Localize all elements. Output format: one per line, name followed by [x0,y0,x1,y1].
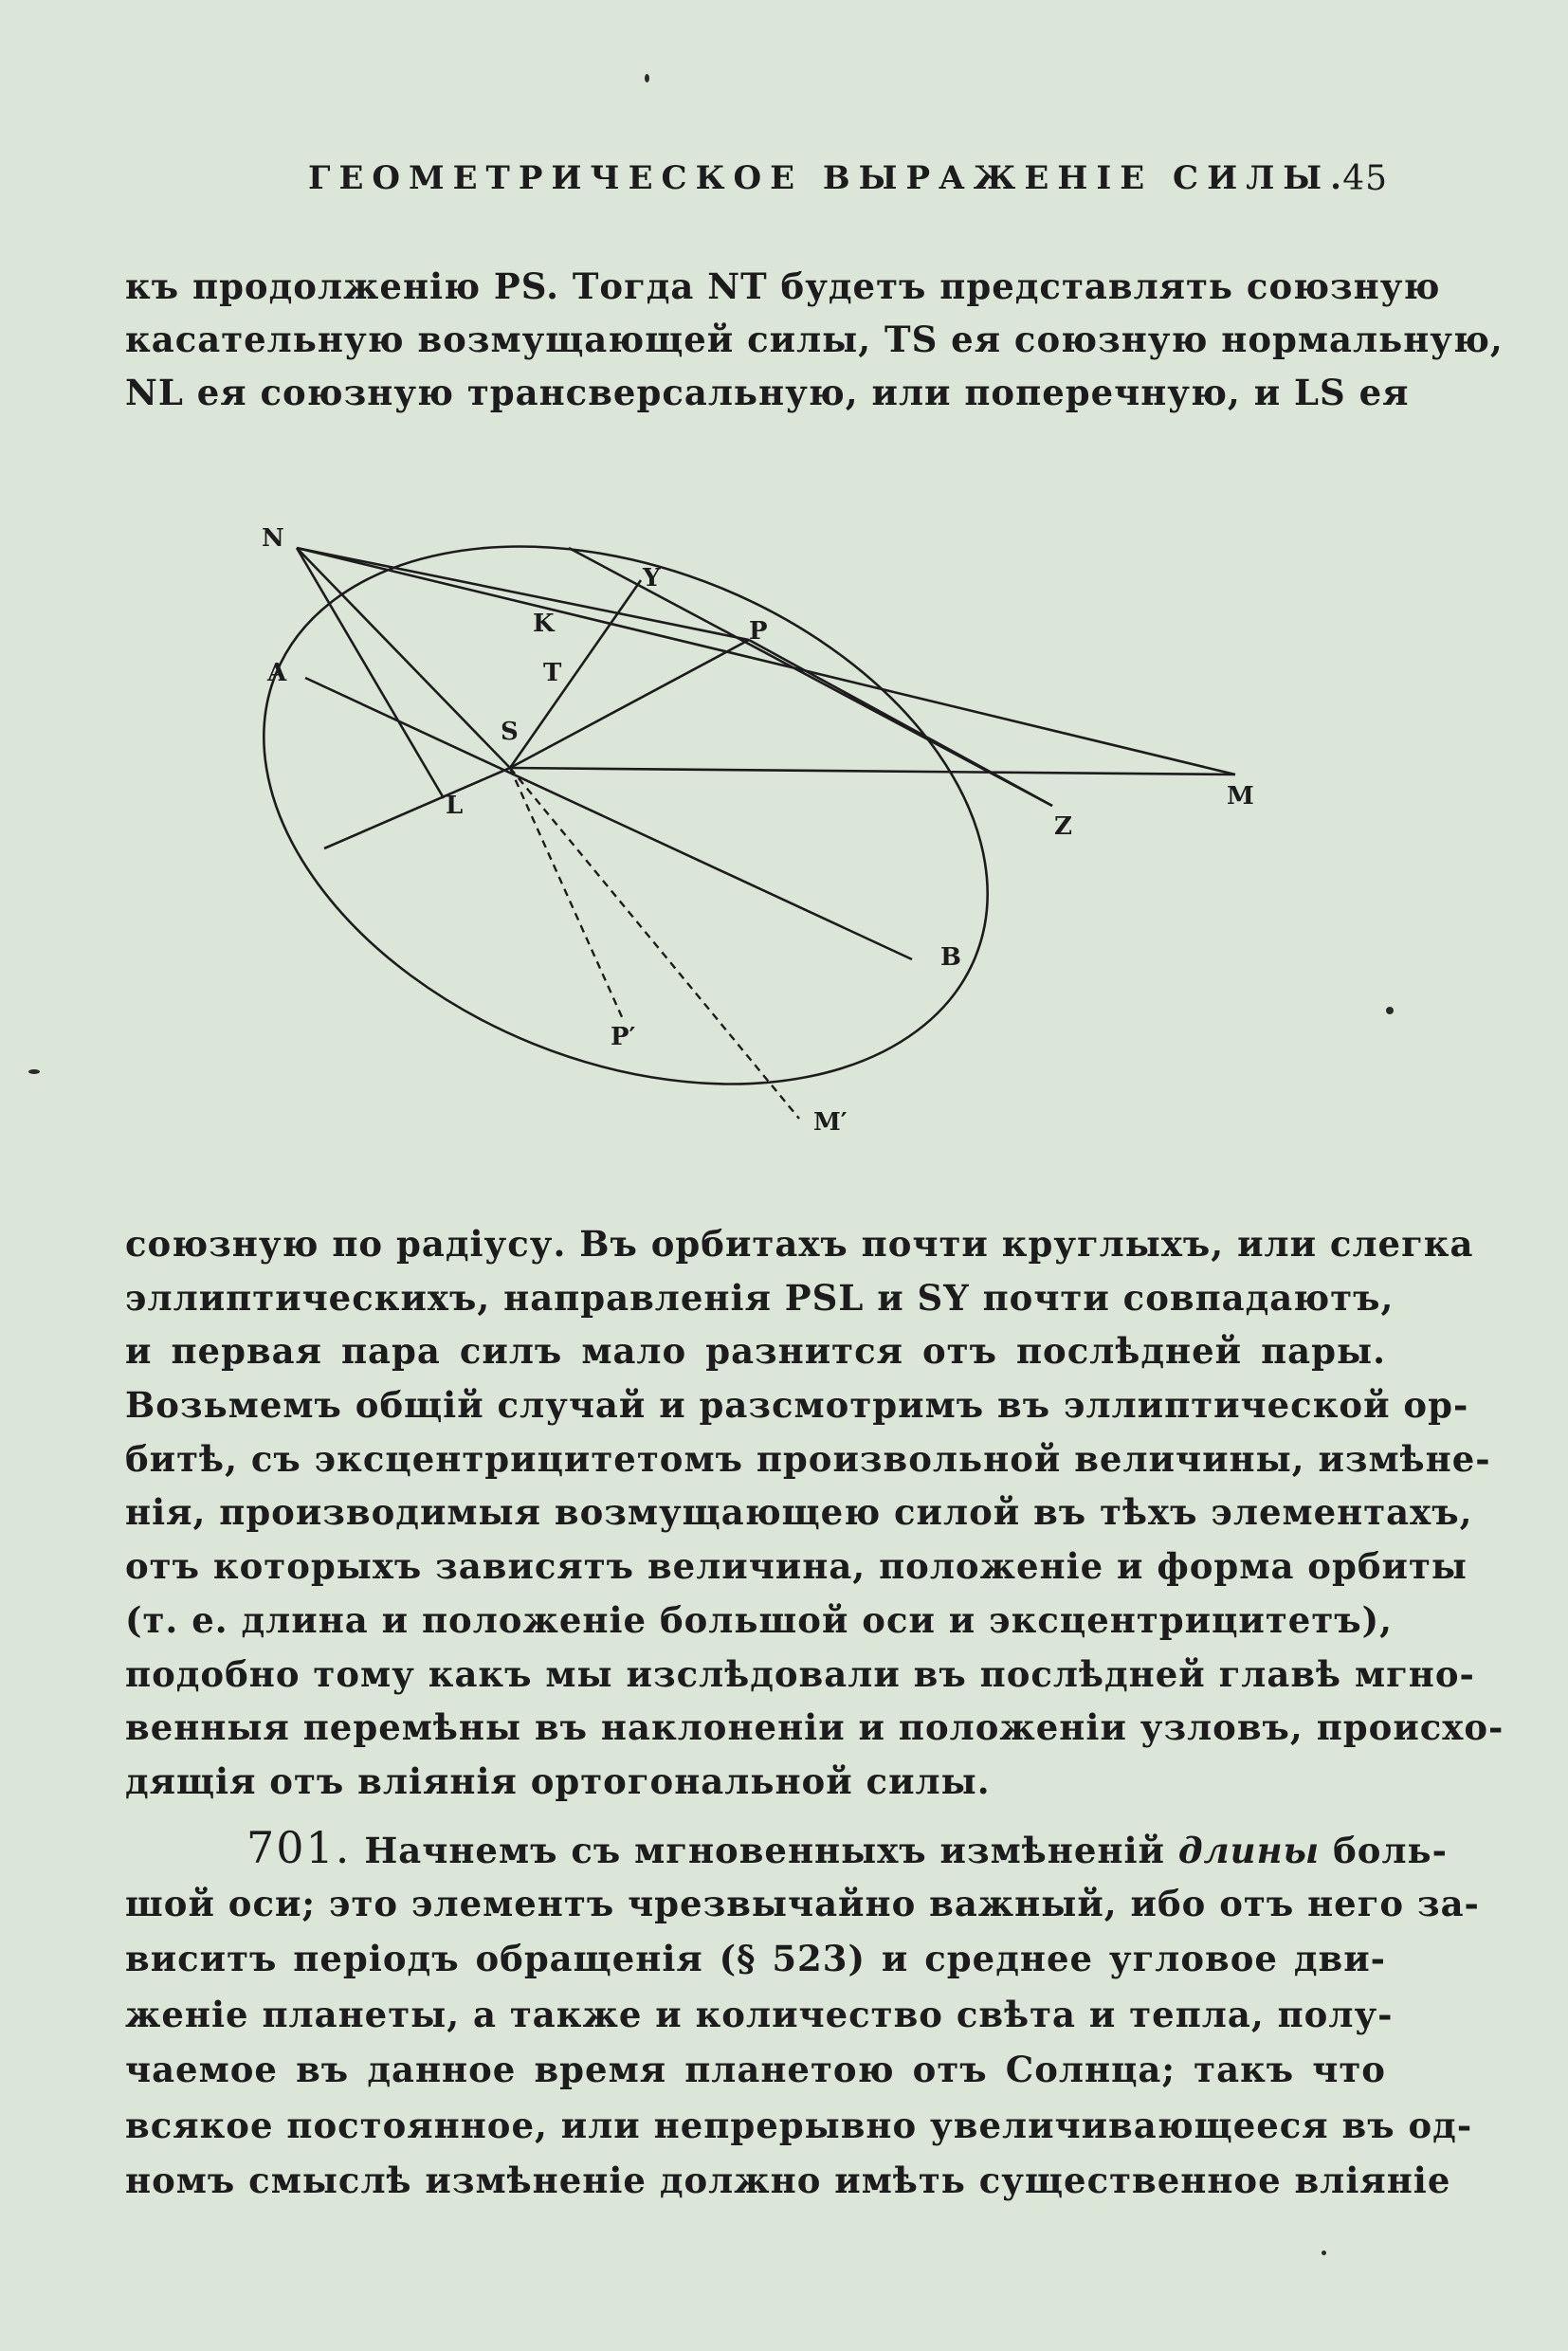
text-line: шой оси; это элементъ чрезвычайно важный, ибо отъ него за- [125,1882,1480,1924]
label-Z: Z [1054,812,1072,841]
text-line: венныя перемѣны въ наклоненіи и положеніи узловъ, происхо- [125,1706,1504,1749]
ink-speck [1322,2251,1326,2255]
line-N-S [297,548,510,768]
line-S-L-ext [324,768,510,848]
text-line: дящія отъ вліянія ортогональной силы. [125,1759,991,1802]
label-B: B [940,943,961,972]
text-line: касательную возмущающей силы, TS ея союзную нормальную, [125,319,1504,360]
line-N-P-Z [297,548,749,640]
line-Y-S [510,580,641,768]
ink-speck [1386,1007,1394,1014]
label-M-prime: M′ [813,1108,848,1137]
label-S: S [501,718,519,746]
text-line: женіе планеты, а также и количество свѣта и тепла, полу- [125,1993,1394,2035]
section-number: 701. [246,1822,352,1873]
text-line: подобно тому какъ мы изслѣдовали въ послѣдней главѣ мгно- [125,1652,1475,1695]
page-number: 45 [1342,159,1388,198]
label-L: L [446,792,464,820]
paragraph-orbits [125,1217,1504,1802]
line-tangent-Y-Z [569,548,1052,806]
text-line: битѣ, съ эксцентрицитетомъ произвольной величины, измѣне- [125,1437,1491,1480]
ink-speck [645,74,649,82]
text-line: NL ея союзную трансверсальную, или поперечную, и LS ея [125,372,1410,413]
text-line: чаемое въ данное время планетою отъ Солнца; такъ что [125,2049,1386,2090]
line-N-L [297,548,444,798]
dashed-S-M-prime [510,768,799,1119]
text-line: и первая пара силъ мало разнится отъ послѣдней пары. [125,1330,1386,1373]
text-line-first [125,1820,1449,1876]
orbit-diagram [256,512,1261,1157]
ink-speck [28,1069,40,1074]
text-line: союзную по радіусу. Въ орбитахъ почти круглыхъ, или слегка [125,1223,1474,1265]
label-T: T [543,659,562,687]
dashed-S-P-prime [510,768,623,1019]
text-segment: Начнемъ съ мгновенныхъ измѣненій [364,1830,1165,1871]
text-line: номъ смыслѣ измѣненіе должно имѣть существенное вліяніе [125,2160,1451,2201]
italic-term: длины [1177,1830,1321,1871]
text-line: (т. е. длина и положеніе большой оси и эксцентрицитетъ), [125,1598,1394,1641]
text-segment: боль- [1333,1830,1449,1871]
label-A: A [267,659,287,687]
label-P-prime: P′ [611,1023,636,1051]
running-title: ГЕОМЕТРИЧЕСКОЕ ВЫРАЖЕНІЕ СИЛЫ. [308,159,1350,197]
text-line: нія, производимыя возмущающею силой въ тѣхъ элементахъ, [125,1491,1473,1534]
label-N: N [262,524,284,553]
text-line: Возьмемъ общій случай и разсмотримъ въ эллиптической ор- [125,1384,1469,1427]
label-M: M [1227,782,1254,811]
line-S-M [510,768,1235,775]
text-line: отъ которыхъ зависятъ величина, положеніе и форма орбиты [125,1545,1468,1588]
paragraph-701 [125,1820,1480,2209]
label-P: P [749,617,768,646]
paragraph-intro [125,260,1504,419]
text-line: эллиптическихъ, направленія PSL и SY почти совпадаютъ, [125,1276,1395,1319]
text-line: всякое постоянное, или непрерывно увеличивающееся въ од- [125,2104,1473,2146]
line-A-B [305,678,912,959]
text-line: виситъ періодъ обращенія (§ 523) и среднее угловое дви- [125,1938,1386,1979]
text-line: къ продолженію PS. Тогда NT будетъ представлять союзную [125,265,1441,307]
label-Y: Y [643,564,661,592]
label-K: K [533,610,555,638]
orbit-ellipse [256,512,1067,1157]
